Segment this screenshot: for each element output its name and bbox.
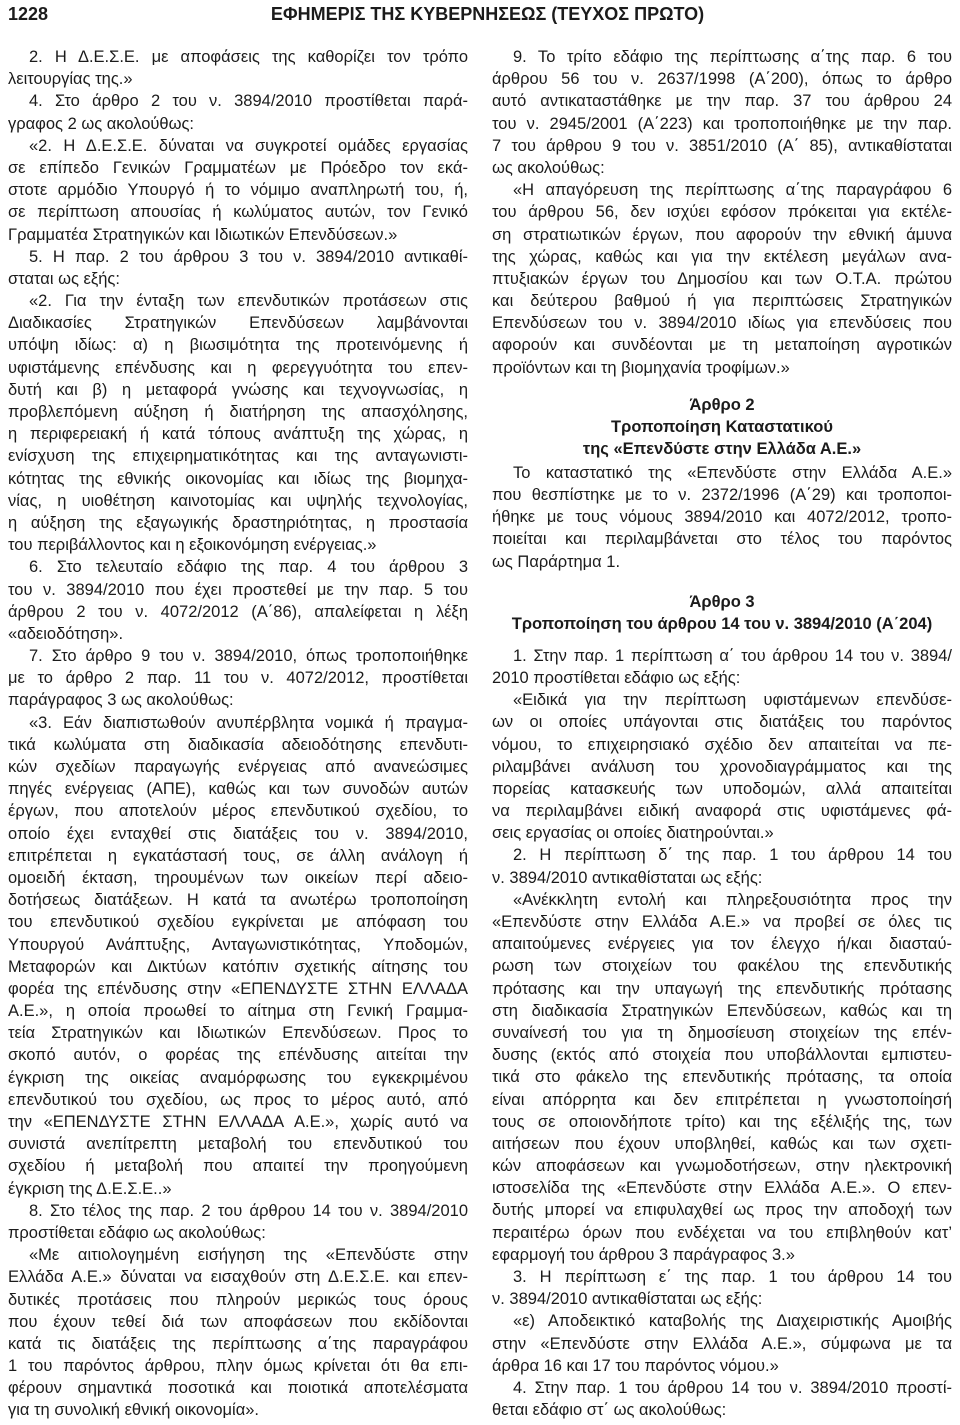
text-line: σε περίπτωση απουσίας ή κωλύματος αυτών, τον Γενικό (8, 203, 468, 222)
text-line: ρωση των στοιχείων του φακέλου της επενδυτικής (492, 957, 952, 976)
text-line: του ν. 2945/2001 (Α΄223) και τροποποιήθηκε με την παρ. (492, 114, 952, 133)
text-line: 3. Η περίπτωση ε΄ της παρ. 1 του άρθρου 14 του (513, 1268, 952, 1286)
text-line: «αδειοδότηση». (8, 624, 124, 643)
paragraph (8, 1244, 468, 1422)
text-line: υπόψη ιδίως: α) η βιωσιμότητα της προτεινόμενης ή (8, 336, 468, 355)
text-line: του επενδυτικού σχεδίου εγκρίνεται με απόφαση του (8, 913, 468, 932)
text-line: παράγραφος 3 ως ακολούθως: (8, 691, 234, 710)
text-line: της χώρας, καθώς και για την εκτέλεση μεγάλων ανα- (492, 247, 952, 266)
text-line: σχεδίου ή μεταβολή που απαιτεί την προηγούμενη (8, 1157, 468, 1176)
page-number: 1228 (8, 4, 49, 24)
paragraph (492, 1266, 952, 1310)
text-line: ποιείται και περιλαμβάνεται στο τέλος του παρόντος (492, 530, 952, 549)
paragraph (492, 462, 952, 573)
text-line: ων οι οποίες υπάγονται στις διατάξεις του παρόντος (492, 713, 952, 732)
text-line: του περιβάλλοντος και η εξοικονόμηση ενέργειας.» (8, 536, 377, 555)
text-line: να περιλαμβάνει ειδική αναφορά στις υφιστάμενες φά- (492, 802, 952, 821)
text-line: δυτικές προτάσεις που πληρούν μερικώς τους όρους (8, 1290, 468, 1309)
text-line: λειτουργίας της.» (8, 70, 133, 89)
text-line: άρθρου 56 του ν. 2637/1998 (Α΄200), όπως το άρθρο (492, 70, 952, 89)
text-line: αυτό αντικαταστάθηκε με την παρ. 37 του άρθρου 24 (492, 92, 952, 111)
text-line: τικά στο φάκελο της επενδυτικής πρότασης, τα οποία (492, 1068, 952, 1087)
right-column (492, 46, 952, 1421)
paragraph (492, 1310, 952, 1377)
text-line: περαιτέρω όρων που ενδέχεται να του επιβληθούν κατ’ (492, 1223, 952, 1242)
text-line: κών αποφάσεων και γνωμοδοτήσεων, στην ηλεκτρονική (492, 1157, 952, 1176)
text-line: «Η απαγόρευση της περίπτωσης α΄της παραγράφου 6 (513, 181, 952, 200)
text-line: πρότασης και την υπαγωγή της επενδυτικής πρότασης (492, 979, 952, 998)
heading-line: Τροποποίηση του άρθρου 14 του ν. 3894/2010 (Α΄204) (511, 614, 933, 633)
text-line: 8. Στο τέλος της παρ. 2 του άρθρου 14 του ν. 3894/2010 (29, 1201, 468, 1220)
text-line: «Ειδικά για την περίπτωση υφιστάμενων επενδύσε- (513, 691, 952, 710)
text-line: η περιφερειακή ή κατά τόπους ανάπτυξη της χώρας, η (8, 425, 468, 444)
paragraph (8, 712, 468, 1200)
paragraph (492, 645, 952, 689)
text-line: δυτή και β) η μεταφορά γνώσης και τεχνογνωσίας, η (8, 380, 468, 399)
text-line: 1 του παρόντος άρθρου, πλην όμως κρίνεται ότι θα επι- (8, 1357, 468, 1376)
paragraph (8, 290, 468, 556)
text-line: «ε) Αποδεικτικό καταβολής της Διαχειριστικής Αμοιβής (513, 1312, 952, 1331)
text-line: προϊόντων και τη βιομηχανία τροφίμων.» (492, 358, 790, 377)
text-line: ήθηκε με τους νόμους 3894/2010 και 4072/2012, τροπο- (492, 508, 952, 527)
paragraph (492, 889, 952, 1266)
heading-line: της «Επενδύστε στην Ελλάδα Α.Ε.» (582, 439, 862, 458)
text-line: Υπουργού Ανάπτυξης, Ανταγωνιστικότητας, Υποδομών, (8, 935, 468, 954)
text-line: έγκριση της οικείας αναμόρφωσης του εγκεκριμένου (8, 1068, 468, 1087)
paragraph (492, 46, 952, 179)
text-line: Γραμματέα Στρατηγικών και Ιδιωτικών Επενδύσεων.» (8, 225, 398, 244)
text-line: ν. 3894/2010 αντικαθίσταται ως εξής: (492, 868, 763, 887)
text-line: 7 του άρθρου 9 του ν. 3851/2010 (Α΄ 85), αντικαθίσταται (492, 136, 952, 155)
text-line: στοτε αρμόδιο Υπουργό ή το νόμιμο αναπληρωτή του, ή, (8, 181, 468, 200)
text-line: κατά τις διατάξεις της περίπτωσης α΄της παραγράφου (8, 1334, 468, 1353)
text-line: είναι απόρρητα και δεν επιτρέπεται η γνωστοποίησή (492, 1090, 952, 1109)
text-line: η αύξηση της εξαγωγικής δραστηριότητας, η προστασία (8, 513, 468, 532)
text-line: «3. Εάν διαπιστωθούν ανυπέρβλητα νομικά ή πραγμα- (29, 713, 468, 732)
text-line: του άρθρου 56, δεν ισχύει εφόσον πρόκειται για εκτέλε- (492, 203, 952, 222)
text-line: ση στρατιωτικών έργων, που αφορούν την εθνική άμυνα (492, 225, 952, 244)
text-line: 4. Στο άρθρο 2 του ν. 3894/2010 προστίθεται παρά- (29, 92, 468, 111)
text-line: 6. Στο τελευταίο εδάφιο της παρ. 4 του άρθρου 3 (29, 558, 468, 577)
text-line: έγκριση της Δ.Ε.Σ.Ε..» (8, 1179, 172, 1198)
text-line: την «ΕΠΕΝΔΥΣΤΕ ΣΤΗΝ ΕΛΛΑΔΑ Α.Ε.», χωρίς αυτό να (8, 1113, 468, 1131)
paragraph (8, 246, 468, 290)
article-heading (492, 591, 952, 635)
text-line: Α.Ε.», η οποία προωθεί το αίτημα στη Γενική Γραμμα- (8, 1002, 468, 1021)
text-line: κότητας της εθνικής οικονομίας και ιδίως της βιομηχα- (8, 469, 468, 488)
text-line: σε επίπεδο Γενικών Γραμματέων με Πρόεδρο τον εκά- (8, 158, 468, 177)
text-line: 2. Η Δ.Ε.Σ.Ε. με αποφάσεις της καθορίζει τον τρόπο (29, 48, 468, 66)
paragraph (8, 46, 468, 90)
text-line: προβλεπόμενη αύξηση ή διατήρηση της απασχόλησης, (8, 403, 468, 421)
text-line: ως Παράρτημα 1. (492, 552, 621, 571)
text-line: αφορούν και συνδέονται με τη μεταποίηση αγροτικών (492, 336, 952, 355)
text-line: ν. 3894/2010 αντικαθίσταται ως εξής: (492, 1290, 763, 1309)
text-line: επιτρέπεται η εγκατάστασή τους, σε άλλη ανάλογη ή (8, 846, 468, 865)
text-line: σεις εργασίας οι οποίες διατηρούνται.» (492, 824, 774, 843)
text-line: ομοειδή έκταση, τηρουμένων των οικείων περί αδειο- (8, 868, 468, 887)
text-line: νίας, η υιοθέτηση καινοτομίας και υψηλής τεχνολογίας, (8, 491, 468, 510)
text-line: γραφος 2 ως ακολούθως: (8, 114, 195, 133)
gazette-title: ΕΦΗΜΕΡΙΣ ΤΗΣ ΚΥΒΕΡΝΗΣΕΩΣ (ΤΕΥΧΟΣ ΠΡΩΤΟ) (270, 4, 705, 24)
text-line: στην «Επενδύστε στην Ελλάδα Α.Ε.», σύμφωνα με τα (492, 1334, 952, 1353)
text-line: για τη συνολική εθνική οικονομία». (8, 1401, 259, 1420)
text-line: άρθρου 2 του ν. 4072/2012 (Α΄86), απαλείφεται η λέξη (8, 602, 468, 621)
paragraph (8, 135, 468, 246)
text-line: πτυξιακών έργων του Δημοσίου και των Ο.Τ.Α. πρώτου (492, 269, 952, 288)
paragraph (8, 645, 468, 712)
text-line: που έχουν τεθεί διά των αποφάσεων που εκδίδονται (8, 1312, 468, 1331)
text-line: «2. Για την ένταξη των επενδυτικών προτάσεων στις (29, 292, 468, 311)
text-line: δυτής μπορεί να επιφυλαχθεί ως προς την αποδοχή των (492, 1201, 952, 1220)
text-line: 4. Στην παρ. 1 του άρθρου 14 του ν. 3894/2010 προστί- (513, 1378, 952, 1397)
text-line: Το καταστατικό της «Επενδύστε στην Ελλάδα Α.Ε.» (513, 463, 952, 482)
text-line: σταται ως εξής: (8, 269, 120, 288)
text-line: πηγές ενέργειας (ΑΠΕ), καθώς και των συνοδών αυτών (8, 780, 468, 799)
text-line: του ν. 3894/2010 που έχει προστεθεί με την παρ. 5 του (8, 580, 468, 599)
text-line: συνιστά ανεπίτρεπτη μεταβολή του επενδυτικού του (8, 1135, 468, 1154)
text-line: στη διαδικασία Στρατηγικών Επενδύσεων, καθώς και τη (492, 1001, 952, 1020)
paragraph (492, 179, 952, 379)
text-line: 1. Στην παρ. 1 περίπτωση α΄ του άρθρου 14 του ν. 3894/ (513, 646, 952, 665)
text-line: «2. Η Δ.Ε.Σ.Ε. δύναται να συγκροτεί ομάδες εργασίας (29, 136, 468, 155)
text-line: Μεταφορών και Δικτύων κατόπιν σχετικής αίτησης του (8, 957, 468, 976)
text-line: Διαδικασίες Στρατηγικών Επενδύσεων λαμβάνονται (8, 314, 468, 333)
text-line: αιτήσεων που έχουν υποβληθεί, καθώς και των σχετι- (492, 1134, 952, 1153)
text-line: ιστοσελίδα της «Επενδύστε στην Ελλάδα Α.Ε.». Ο επεν- (492, 1179, 952, 1198)
text-line: εφαρμογή του άρθρου 3 παράγραφος 3.» (492, 1245, 795, 1264)
heading-line: Άρθρο 2 (689, 395, 755, 414)
text-line: κών σχεδίων παραγωγής ενέργειας από ανανεώσιμες (8, 758, 468, 776)
text-line: ενίσχυση της επιχειρηματικότητας και της ανταγωνιστι- (8, 447, 468, 466)
text-line: δυσης (εκτός από στοιχεία που υποβάλλονται εμπιστευ- (492, 1046, 952, 1065)
paragraph (8, 90, 468, 134)
text-line: επενδυτικού του σχεδίου, ως προς το μέρος αυτό, από (8, 1090, 468, 1109)
left-column (8, 46, 468, 1422)
text-line: συναίνεσή του για τη δημοσίευση στοιχείων της επέν- (492, 1023, 952, 1042)
text-line: τικά κωλύματα στη διαδικασία αδειοδότησης επενδυτι- (8, 735, 468, 754)
paragraph (492, 689, 952, 844)
text-line: τους σε οποιονδήποτε τρίτο) και της εξέλιξής της, των (492, 1112, 952, 1131)
text-line: 5. Η παρ. 2 του άρθρου 3 του ν. 3894/2010 αντικαθί- (29, 247, 468, 266)
text-line: θεται εδάφιο στ΄ ως ακολούθως: (492, 1401, 727, 1420)
heading-line: Τροποποίηση Καταστατικού (611, 417, 833, 436)
paragraph (8, 556, 468, 645)
text-line: «Επενδύστε στην Ελλάδα Α.Ε.» να προβεί σε όλες τις (492, 913, 952, 931)
text-line: φέρουν σημαντικά ποσοτικά και ποιοτικά αποτελέσματα (8, 1379, 468, 1398)
text-line: ριλαμβάνει ανάλυση του χρονοδιαγράμματος και της (492, 757, 952, 776)
text-line: 7. Στο άρθρο 9 του ν. 3894/2010, όπως τροποποιήθηκε (29, 647, 468, 666)
text-line: σκοπό αυτόν, ο φορέας της επένδυσης αιτείται την (8, 1046, 468, 1065)
text-line: φορέα της επένδυσης στην «ΕΠΕΝΔΥΣΤΕ ΣΤΗΝ ΕΛΛΑΔΑ (8, 979, 468, 998)
text-line: ως ακολούθως: (492, 158, 605, 177)
text-line: Επενδύσεων του ν. 3894/2010 ιδίως για επενδύσεις που (492, 314, 952, 333)
heading-line: Άρθρο 3 (689, 592, 755, 611)
text-line: πορείας κατασκευής των υποδομών, αλλά απαιτείται (492, 779, 952, 798)
text-line: οποίο έχει ενταχθεί στις διατάξεις του ν. 3894/2010, (8, 824, 468, 843)
text-line: 2010 προστίθεται εδάφιο ως εξής: (492, 668, 741, 687)
text-line: έργων, που αποτελούν μέρος επενδυτικού σχεδίου, το (8, 802, 468, 821)
paragraph (492, 844, 952, 888)
text-line: «Με αιτιολογημένη εισήγηση της «Επενδύστε στην (29, 1246, 468, 1265)
article-heading (492, 394, 952, 460)
text-line: απαιτούμενες ενέργειες για τον έλεγχο ή/και διασταύ- (492, 935, 952, 954)
text-line: 9. Το τρίτο εδάφιο της περίπτωσης α΄της παρ. 6 του (513, 48, 952, 66)
paragraph (8, 1200, 468, 1244)
text-line: 2. Η περίπτωση δ΄ της παρ. 1 του άρθρου 14 του (513, 846, 952, 865)
text-line: νόμου, το επιχειρησιακό σχέδιο δεν απαιτείται να πε- (492, 735, 952, 754)
paragraph (492, 1377, 952, 1421)
text-line: άρθρα 16 και 17 του παρόντος νόμου.» (492, 1356, 779, 1375)
text-line: Ελλάδα Α.Ε.» δύναται να εισαχθούν στη Δ.Ε.Σ.Ε. και επεν- (8, 1268, 468, 1287)
text-line: που θεσπίστηκε με το ν. 2372/1996 (Α΄29) και τροποποι- (492, 486, 952, 504)
text-line: υφιστάμενης επένδυσης και η φερεγγυότητα του επεν- (8, 358, 468, 377)
text-line: «Ανέκκλητη εντολή και πληρεξουσιότητα προς την (513, 890, 952, 909)
text-line: δοτήσεως διατάξεων. Η κατά τα ανωτέρω τροποποίηση (8, 891, 468, 910)
text-line: και δεύτερου βαθμού ή για περιπτώσεις Στρατηγικών (492, 292, 952, 311)
text-line: τεία Στρατηγικών και Ιδιωτικών Επενδύσεων. Προς το (8, 1024, 468, 1043)
text-line: με το άρθρο 2 παρ. 11 του ν. 4072/2012, προστίθεται (8, 669, 468, 688)
text-line: προστίθεται εδάφιο ως ακολούθως: (8, 1223, 266, 1242)
